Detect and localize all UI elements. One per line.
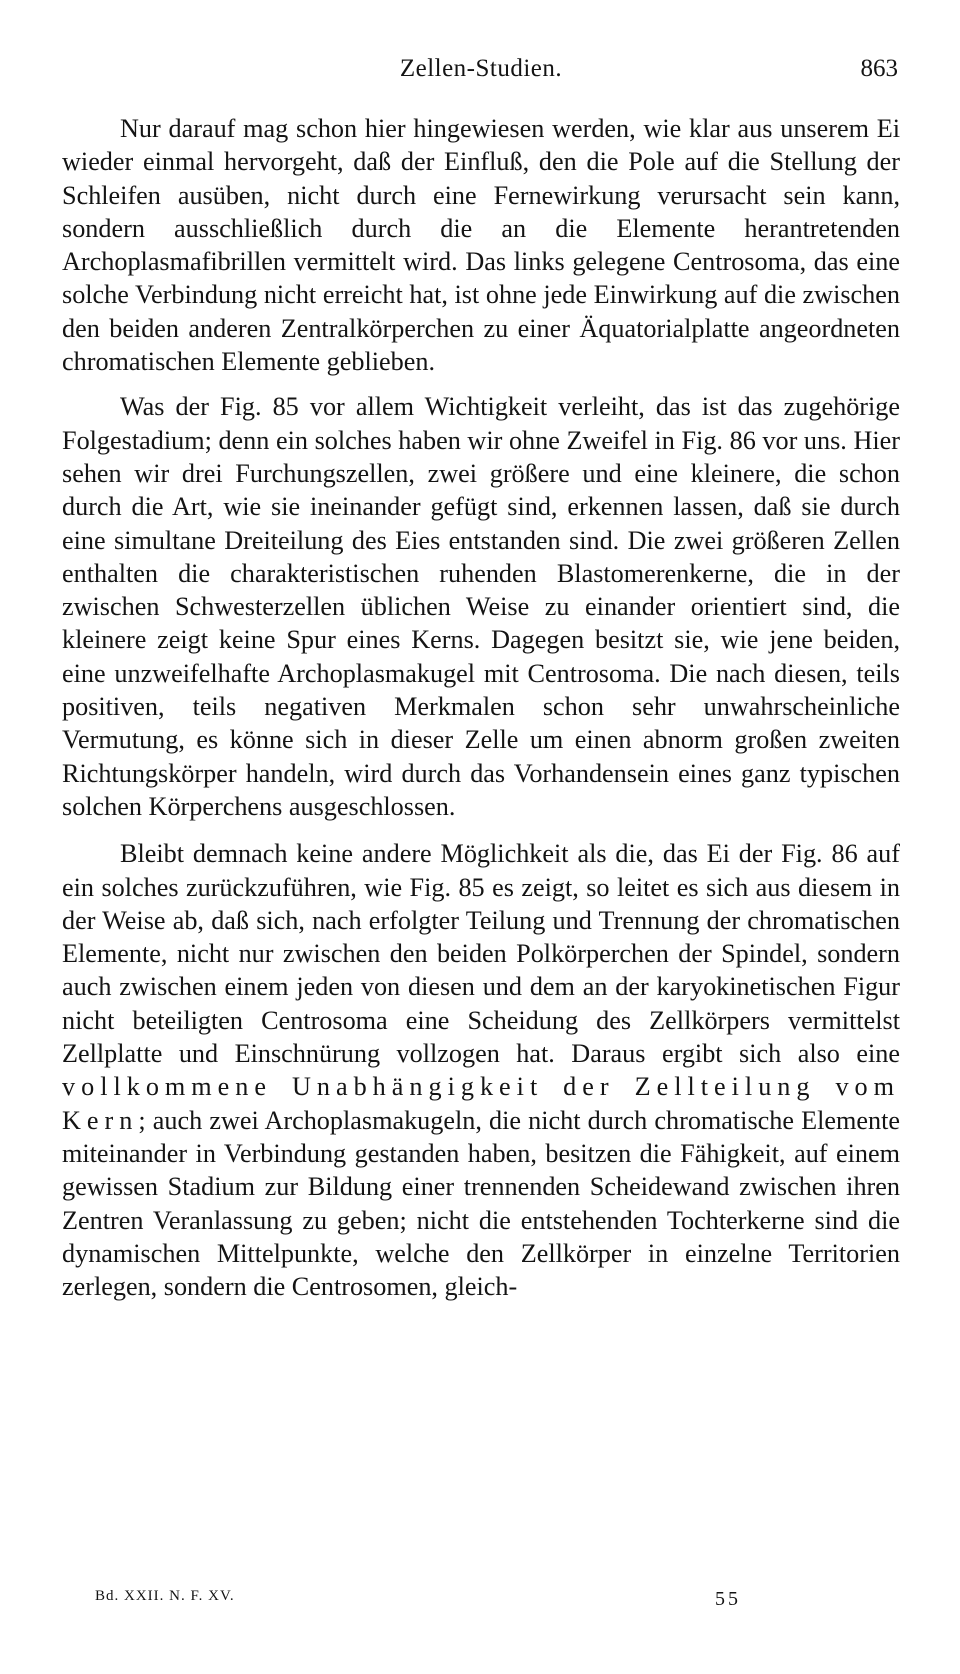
body-text [62,112,900,1303]
running-head [62,55,900,91]
paragraph-3-text-after: ; auch zwei Archoplasmakugeln, die nicht durch chromatische Elemente miteinander in Verbindung gestanden haben, besitzen die Fähigkeit, auf einem gewissen Stadium zur Bildung einer trennenden Scheidewand zwischen ihren Zentren Veranlassung zu geben; nicht die entstehenden Tochterkerne sind die dynamischen Mittelpunkte, welche den Zellkörper in einzelne Territorien zerlegen, sondern die Centrosomen, gleich- [62,1105,900,1302]
page-footer [95,1588,795,1618]
page-number: 863 [860,55,898,82]
running-title: Zellen-Studien. [399,55,563,82]
paragraph-1: Nur darauf mag schon hier hingewiesen werden, wie klar aus unserem Ei wieder einmal hervorgeht, daß der Einfluß, den die Pole auf die Stellung der Schleifen ausüben, nicht durch eine Fernewirkung verursacht sein kann, sondern ausschließlich durch die an die Elemente herantretenden Archoplasmafibrillen vermittelt wird. Das links gelegene Centrosoma, das eine solche Verbindung nicht erreicht hat, ist ohne jede Einwirkung auf die zwischen den beiden anderen Zentralkörperchen zu einer Äquatorialplatte angeordneten chromatischen Elemente geblieben. [62,114,900,377]
paragraph-3 [62,837,900,1303]
volume-signature: Bd. XXII. N. F. XV. [95,1588,235,1604]
emphasized-phrase: vollkommene Unabhängigkeit der Zellteilung vom Kern [62,1072,900,1135]
sheet-signature: 55 [715,1588,741,1610]
paragraph-2: Was der Fig. 85 vor allem Wichtigkeit verleiht, das ist das zugehörige Folgestadium; denn ein solches haben wir ohne Zweifel in Fig. 86 vor uns. Hier sehen wir drei Furchungszellen, zwei größere und eine kleinere, die schon durch die Art, wie sie ineinander gefügt sind, erkennen lassen, daß sie durch eine simultane Dreiteilung des Eies entstanden sind. Die zwei größeren Zellen enthalten die charakteristischen ruhenden Blastomerenkerne, die in der zwischen Schwesterzellen üblichen Weise zu einander orientiert sind, die kleinere zeigt keine Spur eines Kerns. Dagegen besitzt sie, wie jene beiden, eine unzweifelhafte Archoplasmakugel mit Centrosoma. Die nach diesen, teils positiven, teils negativen Merkmalen schon sehr unwahrscheinliche Vermutung, es könne sich in dieser Zelle um einen abnorm großen zweiten Richtungskörper handeln, wird durch das Vorhandensein eines ganz typischen solchen Körperchens ausgeschlossen. [62,392,900,821]
paragraph-3-text-before: Bleibt demnach keine andere Möglichkeit als die, das Ei der Fig. 86 auf ein solches zurückzuführen, wie Fig. 85 es zeigt, so leitet es sich aus diesem in der Weise ab, daß sich, nach erfolgter Teilung und Trennung der chromatischen Elemente, nicht nur zwischen den beiden Polkörperchen der Spindel, sondern auch zwischen einem jeden von diesen und dem an der karyokinetischen Figur nicht beteiligten Centrosoma eine Scheidung des Zellkörpers vermittelst Zellplatte und Einschnürung vollzogen hat. Daraus ergibt sich also eine [62,839,900,1069]
